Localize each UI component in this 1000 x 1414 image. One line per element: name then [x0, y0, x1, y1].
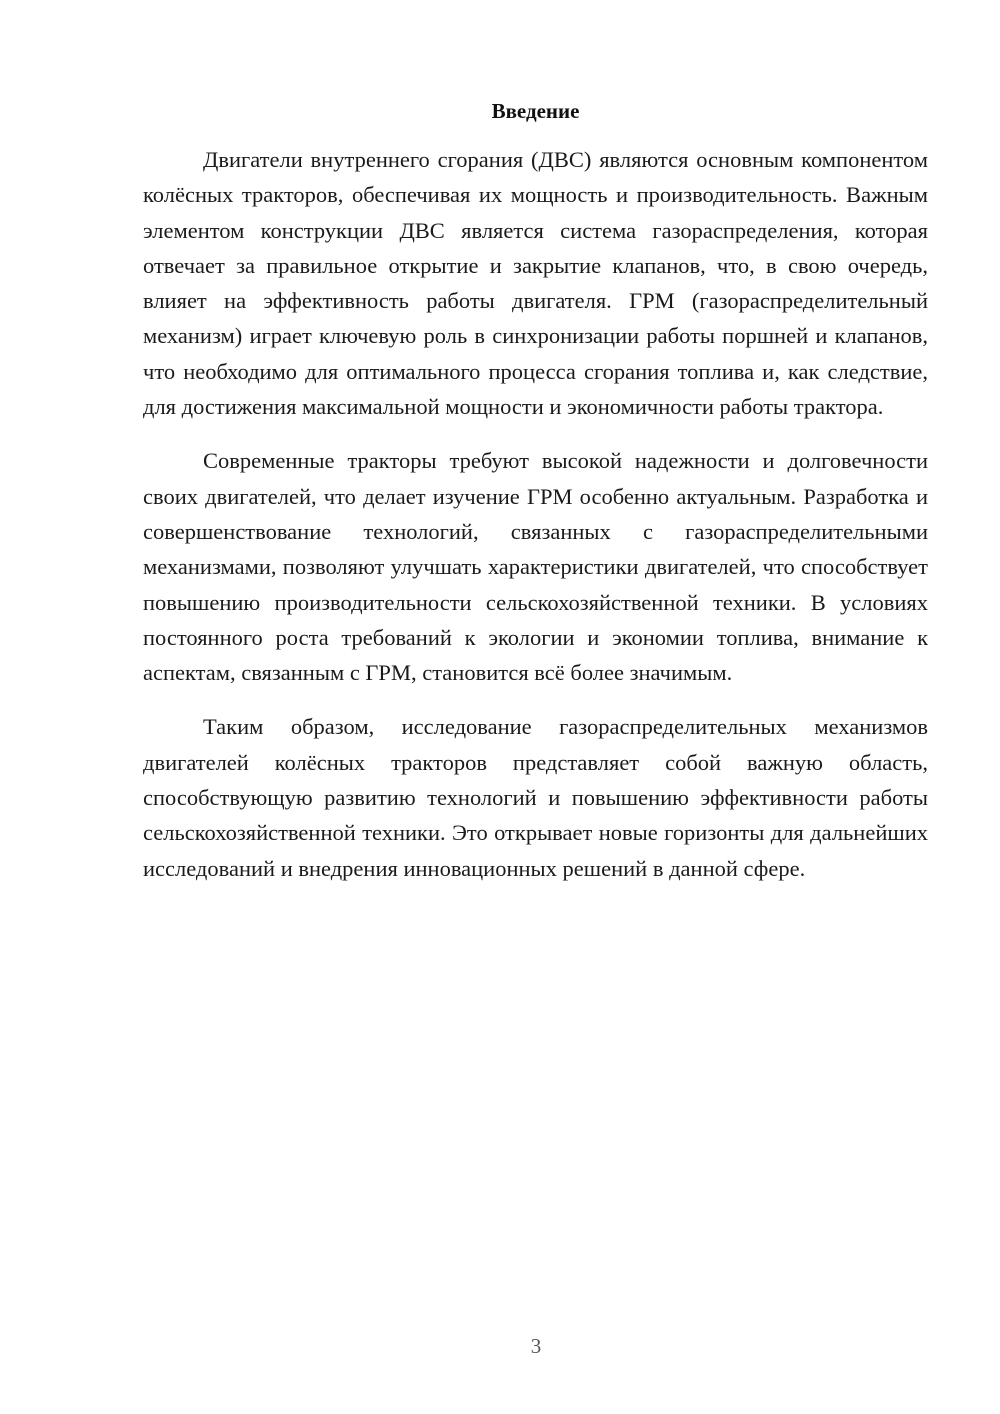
paragraph-3: Таким образом, исследование газораспределительных механизмов двигателей колёсных тракторов представляет собой важную область, способствующую развитию технологий и повышению эффективности работы сельскохозяйственной техники. Это открывает новые горизонты для дальнейших исследований и внедрения инновационных решений в данной сфере. — [143, 714, 928, 881]
body-text — [143, 142, 928, 905]
page-number: 3 — [530, 1334, 542, 1358]
section-title: Введение — [491, 99, 580, 123]
paragraph-1: Двигатели внутреннего сгорания (ДВС) являются основным компонентом колёсных тракторов, обеспечивая их мощность и производительность. Важным элементом конструкции ДВС является система газораспределения, которая отвечает за правильное открытие и закрытие клапанов, что, в свою очередь, влияет на эффективность работы двигателя. ГРМ (газораспределительный механизм) играет ключевую роль в синхронизации работы поршней и клапанов, что необходимо для оптимального процесса сгорания топлива и, как следствие, для достижения максимальной мощности и экономичности работы трактора. — [143, 147, 928, 420]
paragraph-2: Современные тракторы требуют высокой надежности и долговечности своих двигателей, что делает изучение ГРМ особенно актуальным. Разработка и совершенствование технологий, связанных с газораспределительными механизмами, позволяют улучшать характеристики двигателей, что способствует повышению производительности сельскохозяйственной техники. В условиях постоянного роста требований к экологии и экономии топлива, внимание к аспектам, связанным с ГРМ, становится всё более значимым. — [143, 448, 928, 686]
